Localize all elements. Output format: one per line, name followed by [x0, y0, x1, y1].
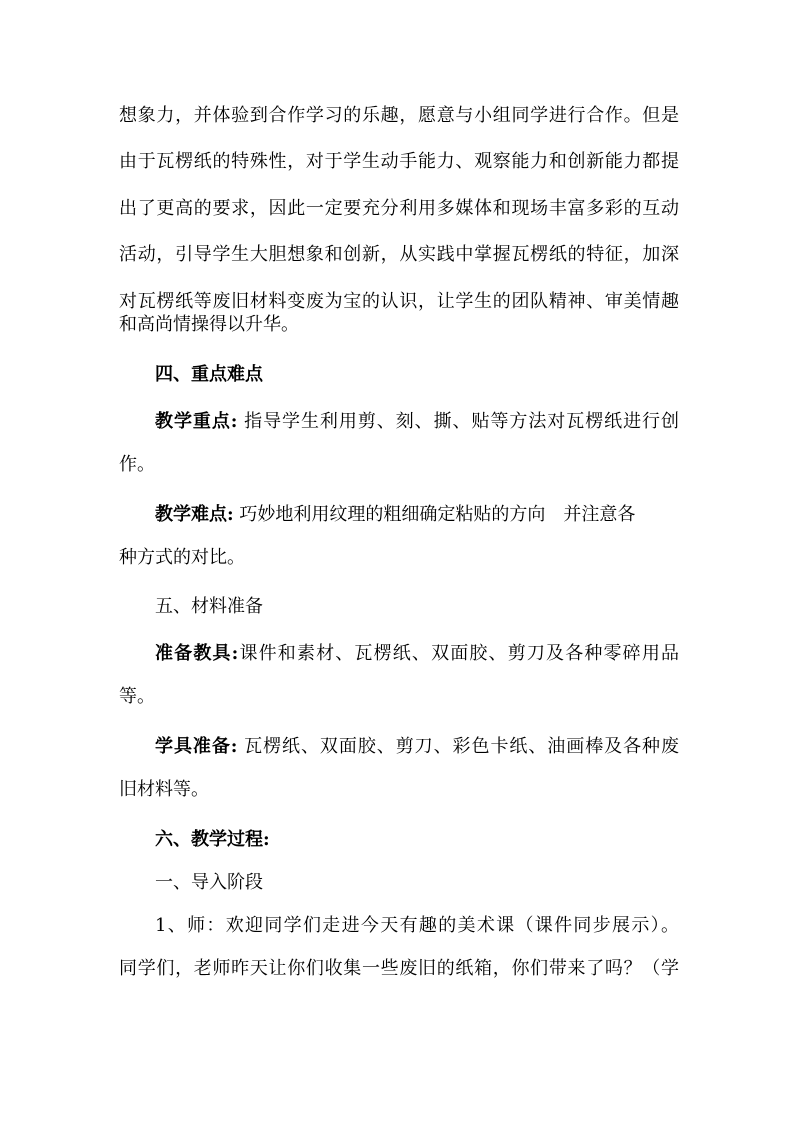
- student-materials-line-1: [155, 732, 679, 762]
- intro-line-6: 和高尚情操得以升华。: [119, 314, 299, 335]
- key-point-label: 教学重点:: [155, 411, 238, 432]
- student-materials-text: 瓦楞纸、双面胶、剪刀、彩色卡纸、油画棒及各种废: [244, 736, 679, 757]
- intro-line-4: 活动，引导学生大胆想象和创新，从实践中掌握瓦楞纸的特征，加深: [119, 244, 679, 265]
- intro-line-1: 想象力，并体验到合作学习的乐趣，愿意与小组同学进行合作。但是: [119, 105, 679, 126]
- key-point-text: 指导学生利用剪、刻、撕、贴等方法对瓦楞纸进行创: [244, 411, 679, 432]
- difficult-point-line-1: [155, 500, 665, 530]
- stage1-heading: 一、导入阶段: [155, 872, 263, 893]
- student-materials-label: 学具准备:: [155, 736, 238, 757]
- difficult-point-text-b: 并注意各: [563, 504, 636, 525]
- intro-line-5: 对瓦楞纸等废旧材料变废为宝的认识，让学生的团队精神、审美情趣: [119, 291, 679, 312]
- difficult-point-label: 教学难点:: [155, 504, 234, 525]
- teacher-materials-text: 课件和素材、瓦楞纸、双面胶、剪刀及各种零碎用品: [238, 643, 679, 664]
- paragraph1-line-2: 同学们，老师昨天让你们收集一些废旧的纸箱，你们带来了吗？（学: [119, 958, 679, 979]
- section6-heading: 六、教学过程:: [155, 829, 270, 850]
- paragraph1-line-1: 1、师：欢迎同学们走进今天有趣的美术课（课件同步展示）。: [155, 915, 679, 936]
- teacher-materials-line-1: [155, 639, 679, 669]
- intro-line-3: 出了更高的要求，因此一定要充分利用多媒体和现场丰富多彩的互动: [119, 198, 679, 219]
- difficult-point-line-2: 种方式的对比。: [119, 547, 245, 568]
- teacher-materials-label: 准备教具:: [155, 643, 239, 664]
- key-point-line-2: 作。: [119, 454, 155, 475]
- teacher-materials-line-2: 等。: [119, 686, 155, 707]
- difficult-point-text-a: 巧妙地利用纹理的粗细确定粘贴的方向: [239, 504, 546, 525]
- section5-heading: 五、材料准备: [155, 596, 263, 617]
- section4-heading: 四、重点难点: [155, 364, 263, 385]
- intro-line-2: 由于瓦楞纸的特殊性，对于学生动手能力、观察能力和创新能力都提: [119, 151, 679, 172]
- key-point-line-1: [155, 407, 679, 437]
- student-materials-line-2: 旧材料等。: [119, 779, 209, 800]
